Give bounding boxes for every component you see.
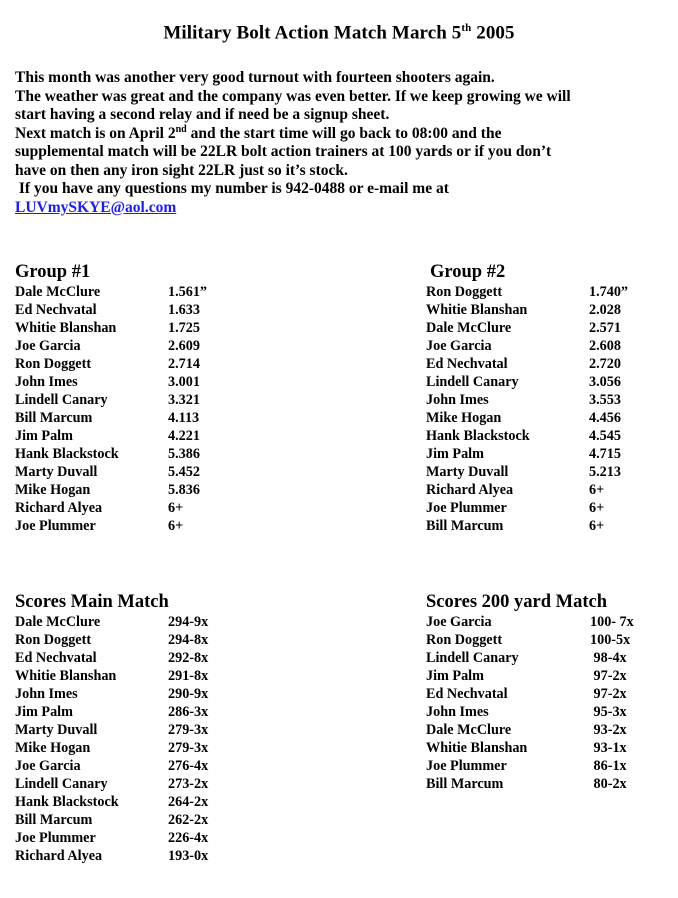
shooter-score: 6+ (589, 500, 605, 516)
shooter-name: Lindell Canary (426, 374, 519, 390)
list-row (15, 667, 209, 685)
shooter-score: 93-1x (590, 740, 627, 756)
shooter-name: Mike Hogan (15, 482, 91, 498)
intro-line: supplemental match will be 22LR bolt action trainers at 100 yards or if you don’t (15, 143, 552, 160)
shooter-score: 6+ (589, 518, 605, 534)
group2-section (430, 261, 505, 283)
shooter-score: 2.571 (589, 320, 621, 336)
shooter-score: 294-9x (168, 614, 209, 630)
shooter-score: 2.714 (168, 356, 200, 372)
shooter-score: 4.113 (168, 410, 200, 426)
list-row (15, 811, 209, 829)
shooter-name: Hank Blackstock (15, 446, 119, 462)
shooter-name: Richard Alyea (426, 482, 514, 498)
shooter-name: Dale McClure (426, 722, 512, 738)
email-link[interactable]: LUVmySKYE@aol.com (15, 198, 177, 216)
main-match-section (15, 591, 209, 865)
shooter-score: 262-2x (168, 812, 209, 828)
shooter-score: 5.452 (168, 464, 200, 480)
shooter-name: Ron Doggett (426, 284, 503, 300)
shooter-score: 292-8x (168, 650, 209, 666)
list-row (15, 703, 209, 721)
shooter-name: Marty Duvall (15, 464, 98, 480)
shooter-score: 4.456 (589, 410, 621, 426)
shooter-score: 279-3x (168, 740, 209, 756)
shooter-name: Lindell Canary (426, 650, 519, 666)
list-row (15, 847, 209, 865)
shooter-name: Joe Plummer (15, 518, 96, 534)
shooter-score: 97-2x (590, 668, 627, 684)
shooter-score: 86-1x (590, 758, 627, 774)
shooter-score: 2.028 (589, 302, 621, 318)
intro-paragraph (15, 69, 675, 217)
shooter-score: 4.715 (589, 446, 621, 462)
list-row (15, 499, 184, 517)
shooter-name: Mike Hogan (426, 410, 502, 426)
page-title (0, 22, 678, 44)
list-row (15, 775, 209, 793)
shooter-name: Jim Palm (15, 428, 73, 444)
list-row (15, 337, 200, 355)
list-row (15, 355, 200, 373)
list-row (15, 373, 200, 391)
shooter-score: 3.001 (168, 374, 200, 390)
group1-title: Group #1 (15, 262, 91, 282)
shooter-score: 1.633 (168, 302, 200, 318)
shooter-score: 6+ (168, 518, 184, 534)
list-row (426, 631, 631, 649)
shooter-name: Ed Nechvatal (15, 302, 97, 318)
shooter-name: Bill Marcum (15, 410, 93, 426)
shooter-score: 290-9x (168, 686, 209, 702)
list-row (426, 649, 627, 667)
group2-title: Group #2 (430, 262, 506, 282)
shooter-name: Lindell Canary (15, 776, 108, 792)
shooter-name: Jim Palm (15, 704, 73, 720)
list-row (15, 409, 200, 427)
list-row (15, 427, 200, 445)
yard200-section (426, 591, 634, 793)
list-row (15, 445, 200, 463)
main-match-list (15, 613, 209, 865)
shooter-name: Bill Marcum (426, 776, 504, 792)
shooter-score: 273-2x (168, 776, 209, 792)
shooter-score: 1.725 (168, 320, 200, 336)
main-match-title: Scores Main Match (15, 592, 169, 612)
shooter-name: Hank Blackstock (15, 794, 119, 810)
list-row (426, 775, 627, 793)
shooter-name: Whitie Blanshan (426, 302, 528, 318)
list-row (15, 481, 200, 499)
shooter-name: Whitie Blanshan (15, 668, 117, 684)
shooter-score: 1.740” (589, 284, 629, 300)
shooter-name: Joe Plummer (15, 830, 96, 846)
shooter-score: 294-8x (168, 632, 209, 648)
list-row (426, 703, 627, 721)
group1-section (15, 261, 208, 535)
yard200-title: Scores 200 yard Match (426, 592, 608, 612)
shooter-name: Marty Duvall (426, 464, 509, 480)
shooter-name: John Imes (15, 686, 78, 702)
shooter-name: Joe Garcia (426, 614, 492, 630)
list-row (426, 739, 627, 757)
shooter-score: 226-4x (168, 830, 209, 846)
intro-line: start having a second relay and if need be a signup sheet. (15, 106, 390, 123)
intro-line (15, 125, 675, 144)
intro-line: The weather was great and the company was even better. If we keep growing we will (15, 87, 571, 105)
shooter-name: Richard Alyea (15, 500, 103, 516)
shooter-name: Joe Garcia (15, 758, 81, 774)
shooter-score: 286-3x (168, 704, 209, 720)
intro-line (15, 199, 675, 218)
shooter-name: John Imes (426, 704, 489, 720)
list-row (15, 829, 209, 847)
list-row (15, 649, 209, 667)
list-row (15, 721, 209, 739)
shooter-score: 3.056 (589, 374, 621, 390)
intro-line: This month was another very good turnout with fourteen shooters again. (15, 69, 495, 86)
shooter-score: 5.386 (168, 446, 200, 462)
shooter-name: Dale McClure (426, 320, 512, 336)
title-prefix: Military Bolt Action Match March 5 (163, 22, 462, 44)
list-row (426, 685, 627, 703)
shooter-score: 4.221 (168, 428, 200, 444)
shooter-name: Dale McClure (15, 614, 101, 630)
shooter-score: 2.608 (589, 338, 621, 354)
shooter-name: John Imes (426, 392, 489, 408)
shooter-name: Jim Palm (426, 446, 484, 462)
shooter-name: Jim Palm (426, 668, 484, 684)
intro-line-part: Next match is on April 2 (15, 124, 176, 142)
shooter-name: Richard Alyea (15, 848, 103, 864)
shooter-name: Whitie Blanshan (15, 320, 117, 336)
shooter-name: Joe Garcia (15, 338, 81, 354)
shooter-name: Dale McClure (15, 284, 101, 300)
shooter-score: 279-3x (168, 722, 209, 738)
list-row (15, 757, 209, 775)
list-row (15, 631, 209, 649)
shooter-name: Ron Doggett (426, 632, 503, 648)
shooter-name: Lindell Canary (15, 392, 108, 408)
shooter-score: 97-2x (590, 686, 627, 702)
shooter-score: 95-3x (590, 704, 627, 720)
shooter-score: 6+ (168, 500, 184, 516)
shooter-name: Whitie Blanshan (426, 740, 528, 756)
list-row (15, 685, 209, 703)
shooter-score: 291-8x (168, 668, 209, 684)
intro-line-part: and the start time will go back to 08:00 and the (186, 124, 502, 142)
shooter-score: 80-2x (590, 776, 627, 792)
shooter-name: Bill Marcum (426, 518, 504, 534)
list-row (15, 793, 209, 811)
list-row (426, 757, 627, 775)
shooter-score: 4.545 (589, 428, 621, 444)
shooter-name: Bill Marcum (15, 812, 93, 828)
shooter-name: Ed Nechvatal (426, 686, 508, 702)
shooter-score: 1.561” (168, 284, 208, 300)
shooter-score: 2.609 (168, 338, 200, 354)
title-sup: th (461, 22, 472, 34)
shooter-name: Ron Doggett (15, 632, 92, 648)
shooter-score: 6+ (589, 482, 605, 498)
shooter-score: 193-0x (168, 848, 209, 864)
shooter-score: 5.836 (168, 482, 200, 498)
shooter-name: Joe Garcia (426, 338, 492, 354)
intro-line: If you have any questions my number is 942-0488 or e-mail me at (15, 180, 449, 197)
list-row (15, 391, 200, 409)
shooter-score: 3.553 (589, 392, 621, 408)
list-row (426, 721, 627, 739)
shooter-score: 5.213 (589, 464, 621, 480)
intro-sup: nd (175, 123, 187, 135)
list-row (15, 517, 184, 535)
shooter-score: 3.321 (168, 392, 200, 408)
shooter-score: 98-4x (590, 650, 627, 666)
list-row (15, 301, 200, 319)
group1-list (15, 283, 208, 535)
list-row (426, 613, 634, 631)
shooter-name: Marty Duvall (15, 722, 98, 738)
intro-line: have on then any iron sight 22LR just so it’s stock. (15, 161, 348, 179)
title-suffix: 2005 (471, 22, 515, 44)
shooter-name: Hank Blackstock (426, 428, 530, 444)
list-row (15, 463, 200, 481)
shooter-score: 100-5x (590, 632, 631, 648)
shooter-score: 2.720 (589, 356, 621, 372)
list-row (15, 283, 208, 301)
shooter-name: Joe Plummer (426, 758, 507, 774)
shooter-score: 93-2x (590, 722, 627, 738)
shooter-name: Ron Doggett (15, 356, 92, 372)
list-row (426, 667, 627, 685)
list-row (15, 319, 200, 337)
shooter-score: 276-4x (168, 758, 209, 774)
shooter-score: 264-2x (168, 794, 209, 810)
list-row (15, 613, 209, 631)
shooter-name: Ed Nechvatal (15, 650, 97, 666)
list-row (15, 739, 209, 757)
shooter-name: Joe Plummer (426, 500, 507, 516)
shooter-name: Mike Hogan (15, 740, 91, 756)
shooter-name: Ed Nechvatal (426, 356, 508, 372)
shooter-name: John Imes (15, 374, 78, 390)
shooter-score: 100- 7x (590, 614, 634, 630)
yard200-list (426, 613, 634, 793)
